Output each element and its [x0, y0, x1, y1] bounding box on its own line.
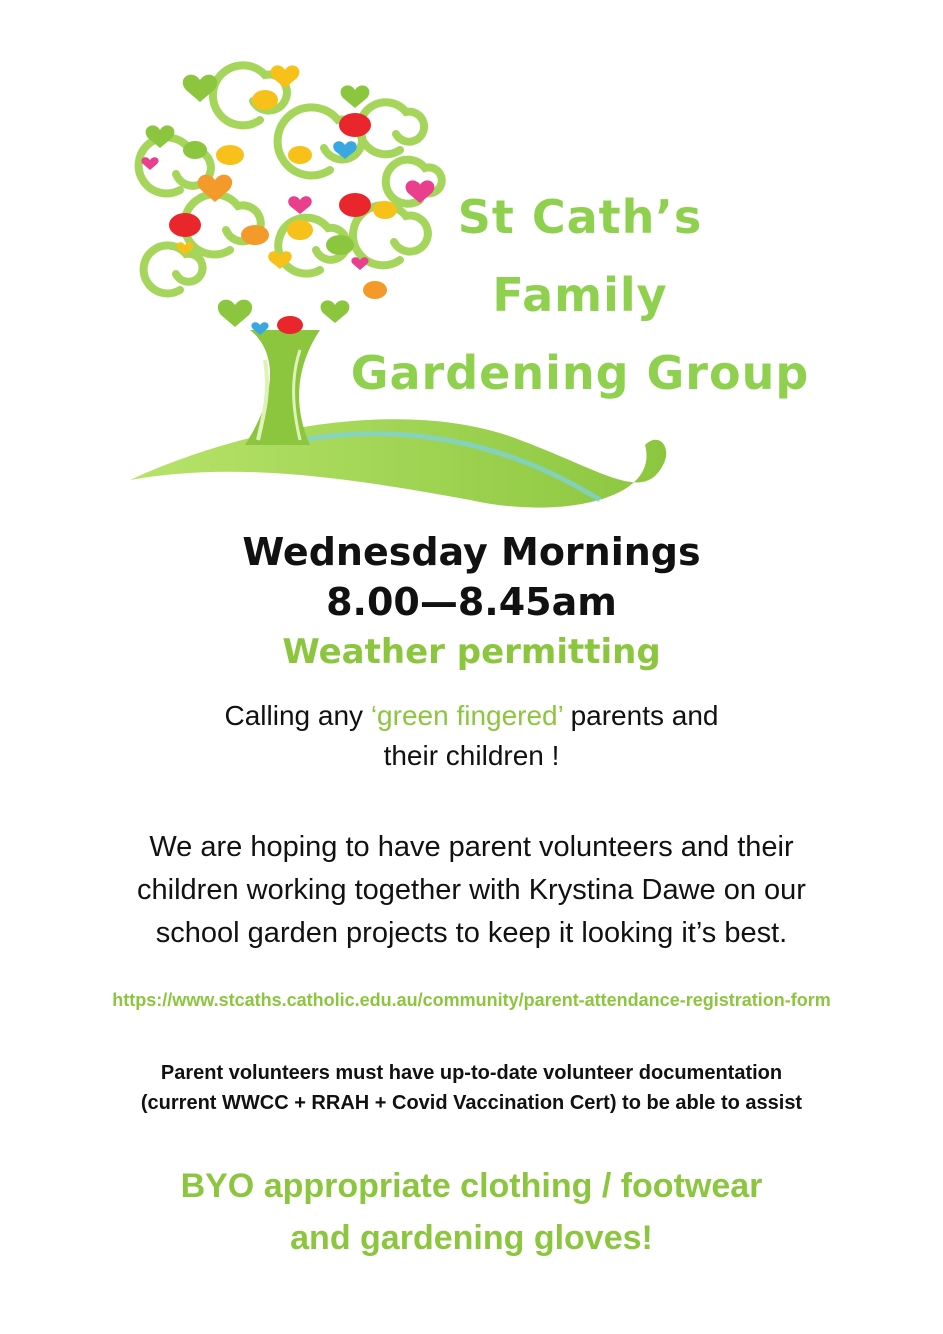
requirements: [40, 1058, 903, 1118]
intro-text: [40, 696, 903, 776]
registration-link[interactable]: https://www.stcaths.catholic.edu.au/community/parent-attendance-registration-form: [112, 990, 831, 1010]
byo-line-1: BYO appropriate clothing / footwear: [180, 1167, 763, 1205]
title-line-2: Family: [492, 268, 668, 322]
description-line-1: We are hoping to have parent volunteers and their: [149, 831, 794, 863]
requirements-line-1: Parent volunteers must have up-to-date volunteer documentation: [160, 1062, 783, 1084]
intro-part2: parents and: [562, 700, 719, 731]
intro-line2: their children !: [383, 740, 560, 771]
schedule-day: Wednesday Mornings: [242, 530, 701, 574]
schedule-time: 8.00—8.45am: [326, 580, 617, 624]
description-line-2: children working together with Krystina Dawe on our: [137, 874, 806, 906]
intro-part1: Calling any: [224, 700, 371, 731]
requirements-line-2: (current WWCC + RRAH + Covid Vaccination Cert) to be able to assist: [140, 1092, 803, 1114]
intro-highlight: ‘green fingered’: [370, 700, 563, 731]
byo-line-2: and gardening gloves!: [290, 1219, 653, 1257]
title-line-1: St Cath’s: [457, 190, 703, 244]
schedule-note: Weather permitting: [282, 632, 661, 672]
description: [40, 826, 903, 955]
description-line-3: school garden projects to keep it looking it’s best.: [155, 917, 788, 949]
title-line-3: Gardening Group: [350, 346, 810, 400]
byo-note: [40, 1160, 903, 1264]
